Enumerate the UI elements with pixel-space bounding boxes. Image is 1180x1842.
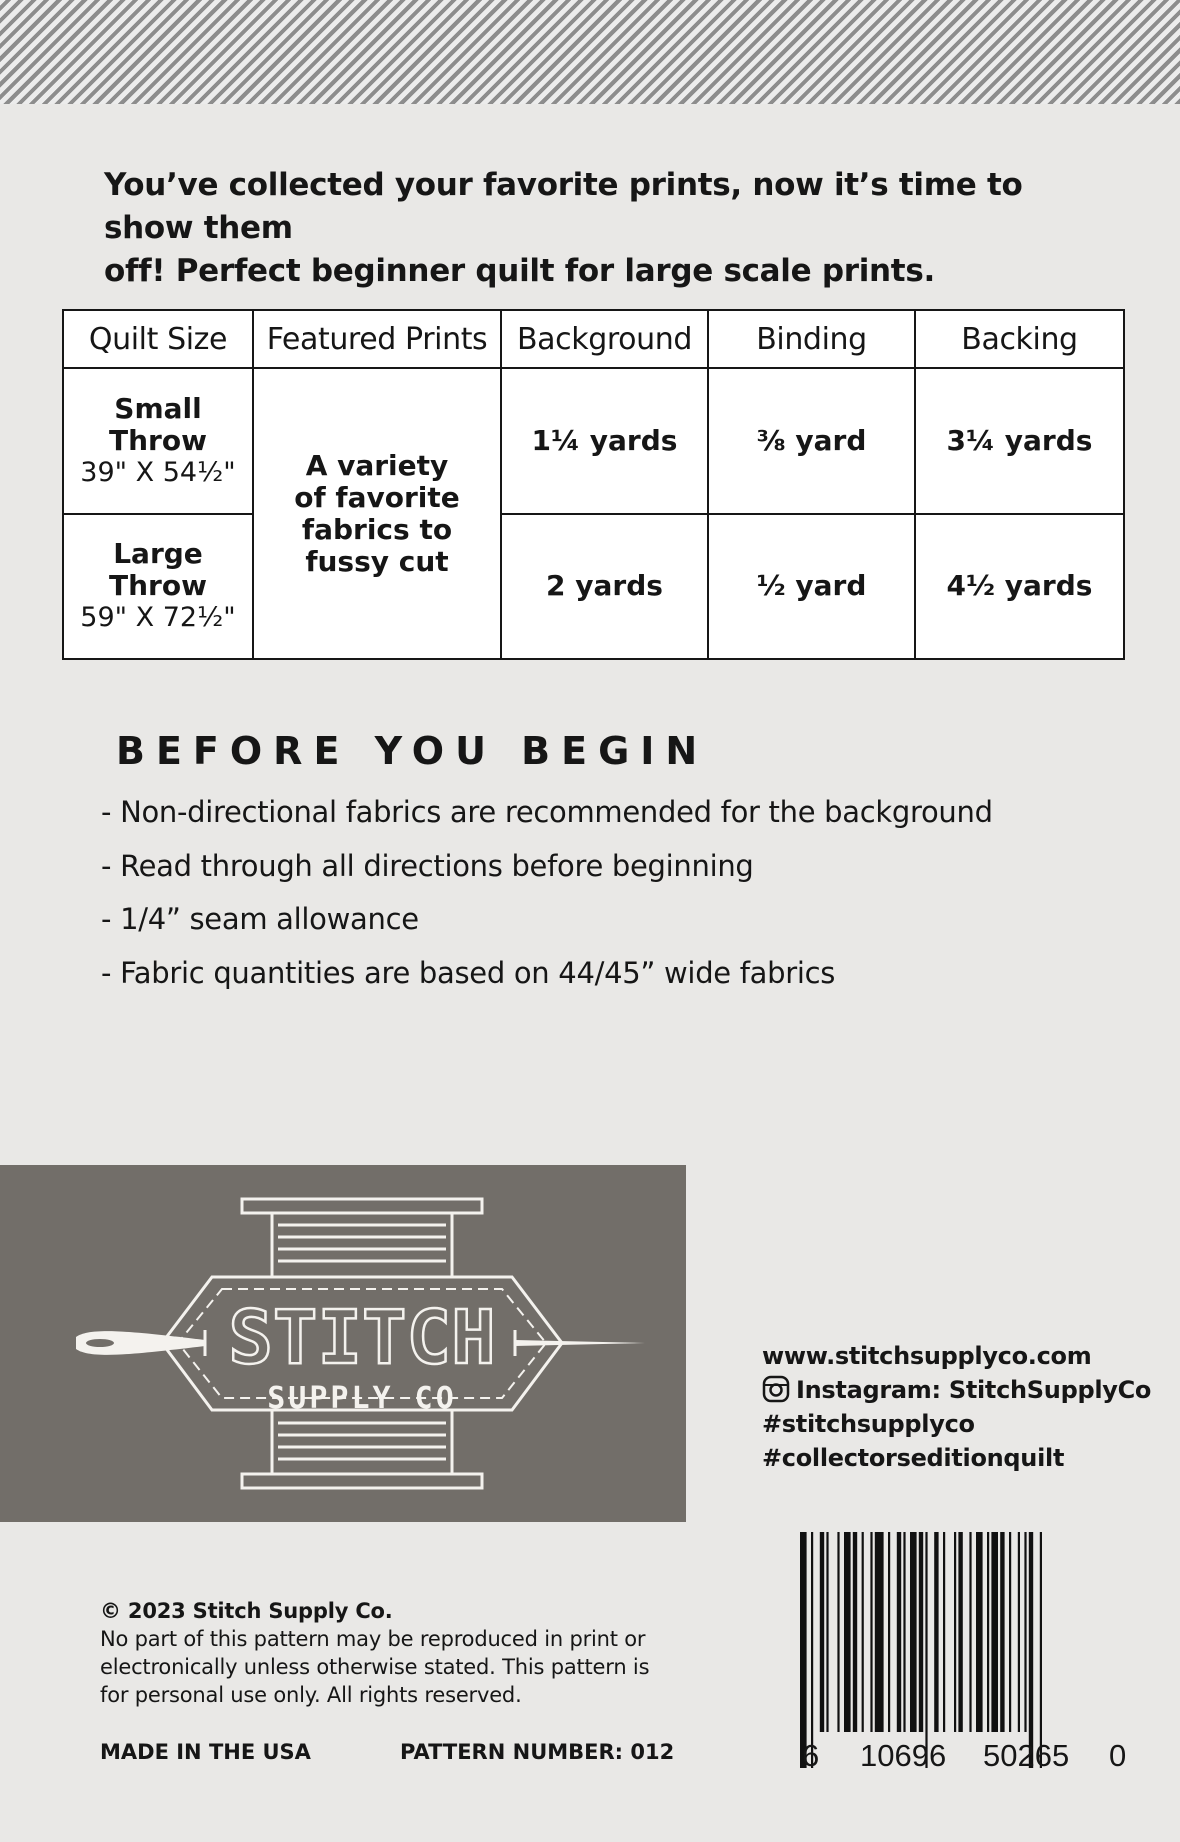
header-featured-prints: Featured Prints — [253, 310, 501, 368]
binding-cell: ⅜ yard — [708, 368, 915, 514]
website-link[interactable]: www.stitchsupplyco.com — [762, 1342, 1092, 1370]
barcode-bar — [897, 1532, 901, 1732]
barcode-bar — [875, 1532, 884, 1732]
made-in-label: MADE IN THE USA — [100, 1740, 311, 1764]
list-item: - Non-directional fabrics are recommended for the background — [101, 795, 993, 829]
fabric-requirements-table — [62, 309, 1125, 660]
barcode-bar — [862, 1532, 864, 1732]
spool-needle-logo-icon — [0, 1165, 686, 1522]
barcode-bar — [976, 1532, 983, 1732]
table-header-row — [63, 310, 1124, 368]
logo-wordmark: STITCH — [228, 1295, 496, 1381]
list-item: - Fabric quantities are based on 44/45” wide fabrics — [101, 955, 836, 990]
logo-panel — [0, 1165, 686, 1522]
barcode-group-2: 50265 — [983, 1738, 1070, 1773]
header-binding: Binding — [708, 310, 915, 368]
contact-info — [762, 1339, 1151, 1475]
barcode-bar — [1000, 1532, 1004, 1732]
barcode-bar — [1018, 1532, 1020, 1732]
barcode-bar — [943, 1532, 945, 1732]
intro-line-1: You’ve collected your favorite prints, now it’s time to show them — [104, 167, 1023, 246]
binding-cell: ½ yard — [708, 514, 915, 660]
header-backing: Backing — [915, 310, 1124, 368]
barcode-bar — [1040, 1532, 1042, 1768]
barcode-bar — [853, 1532, 857, 1732]
barcode-bar — [958, 1532, 962, 1732]
barcode-bar — [870, 1532, 872, 1732]
intro-text — [104, 164, 1114, 293]
barcode-digit-right: 0 — [1109, 1738, 1127, 1773]
barcode-bar — [800, 1532, 807, 1768]
list-item: - Read through all directions before beginning — [101, 848, 754, 883]
barcode-bar — [969, 1532, 971, 1732]
pattern-number: PATTERN NUMBER: 012 — [400, 1740, 675, 1764]
quilt-size-cell — [63, 514, 253, 660]
header-quilt-size: Quilt Size — [63, 310, 253, 368]
striped-header-band — [0, 0, 1180, 104]
quilt-size-cell — [63, 368, 253, 514]
barcode-bar — [934, 1532, 938, 1732]
barcode-bar — [811, 1532, 813, 1768]
barcode-bar — [888, 1532, 890, 1732]
barcode-bar — [844, 1532, 851, 1732]
table-row — [63, 368, 1124, 514]
barcode-digit-left: 6 — [802, 1738, 820, 1773]
instagram-line[interactable] — [762, 1373, 1151, 1407]
featured-prints-cell: A variety of favorite fabrics to fussy cut — [253, 368, 501, 659]
barcode-icon — [800, 1532, 1130, 1768]
size-name: Small Throw — [109, 391, 207, 457]
copyright-notice: No part of this pattern may be reproduced in print or electronically unless otherwise stated. This pattern is for personal use only. All rights reserved. — [100, 1627, 650, 1707]
barcode-bar — [925, 1532, 927, 1768]
hashtag: #stitchsupplyco — [762, 1410, 975, 1438]
instagram-handle: Instagram: StitchSupplyCo — [796, 1376, 1152, 1404]
hashtag: #collectorseditionquilt — [762, 1444, 1065, 1472]
copyright-block — [100, 1597, 660, 1709]
intro-line-2: off! Perfect beginner quilt for large scale prints. — [104, 253, 935, 289]
barcode-bar — [1024, 1532, 1026, 1732]
size-dimensions: 59" X 72½" — [80, 602, 236, 634]
barcode-bar — [903, 1532, 905, 1732]
before-you-begin-list — [101, 797, 993, 1011]
barcode-bar — [826, 1532, 828, 1732]
instagram-icon — [762, 1375, 790, 1403]
header-background: Background — [501, 310, 708, 368]
list-item: - 1/4” seam allowance — [101, 902, 419, 936]
barcode-bar — [1009, 1532, 1011, 1732]
barcode-bar — [910, 1532, 917, 1732]
table-row — [63, 514, 1124, 660]
barcode-bar — [991, 1532, 998, 1732]
barcode-bar — [919, 1532, 923, 1732]
before-you-begin-heading: BEFORE YOU BEGIN — [116, 729, 709, 773]
barcode-bar — [820, 1532, 824, 1732]
barcode-bar — [954, 1532, 956, 1732]
backing-cell: 4½ yards — [915, 514, 1124, 660]
barcode-bar — [837, 1532, 839, 1732]
logo-subtitle: SUPPLY CO — [267, 1381, 457, 1416]
size-name: Large Throw — [109, 537, 207, 603]
size-dimensions: 39" X 54½" — [80, 456, 236, 488]
barcode-bar — [1029, 1532, 1033, 1768]
barcode-group-1: 10696 — [860, 1738, 947, 1773]
background-cell: 2 yards — [501, 514, 708, 660]
backing-cell: 3¼ yards — [915, 368, 1124, 514]
background-cell: 1¼ yards — [501, 368, 708, 514]
copyright-title: © 2023 Stitch Supply Co. — [100, 1599, 393, 1623]
barcode-bar — [987, 1532, 989, 1732]
